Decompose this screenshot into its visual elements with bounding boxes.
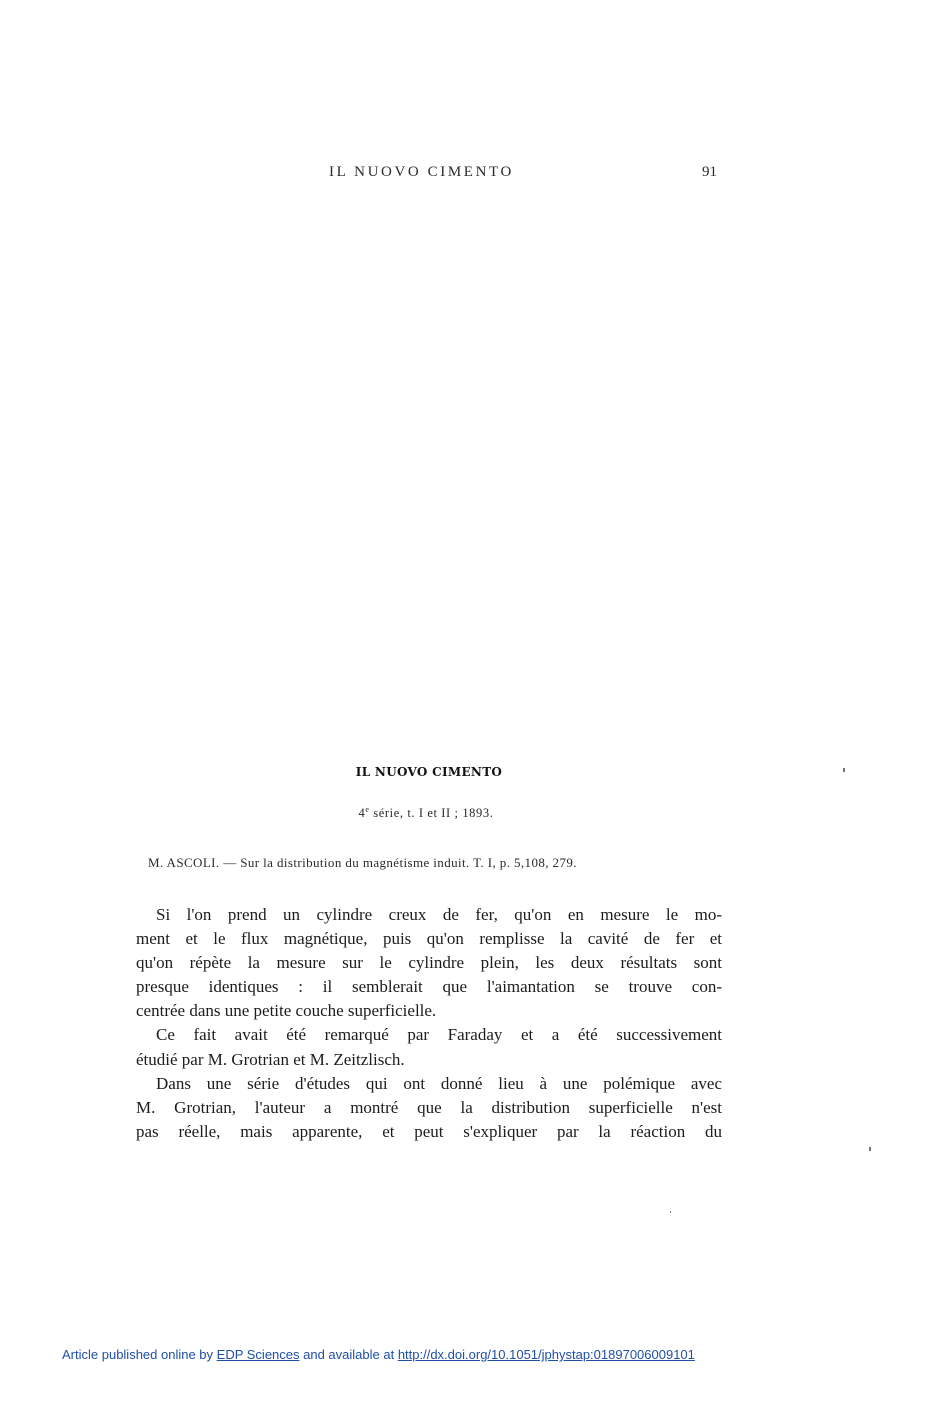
body-line: Si l'on prend un cylindre creux de fer, qu'on en mesure le mo- (156, 905, 722, 924)
body-line: étudié par M. Grotrian et M. Zeitzlisch. (136, 1049, 405, 1069)
article-reference: M. ASCOLI. — Sur la distribution du magnétisme induit. T. I, p. 5,108, 279. (148, 855, 577, 870)
footer-middle: and available at (299, 1347, 398, 1362)
series-superscript: e (365, 805, 370, 814)
section-subtitle (0, 805, 852, 821)
body-line: qu'on répète la mesure sur le cylindre plein, les deux résultats sont (136, 953, 722, 973)
running-title: IL NUOVO CIMENTO (329, 164, 514, 180)
body-line: Ce fait avait été remarqué par Faraday et a été successivement (156, 1025, 722, 1045)
body-line: ment et le flux magnétique, puis qu'on remplisse la cavité de fer et (136, 929, 722, 949)
scan-speck (869, 1147, 871, 1151)
body-line: Dans une série d'études qui ont donné lieu à une polémique avec (156, 1073, 722, 1093)
scan-speck (670, 1211, 671, 1213)
body-line: M. Grotrian, l'auteur a montré que la distribution superficielle n'est (136, 1097, 722, 1117)
series-details: série, t. I et II ; 1893. (369, 806, 494, 821)
edp-sciences-link[interactable]: EDP Sciences (216, 1347, 300, 1362)
doi-link[interactable]: http://dx.doi.org/10.1051/jphystap:01897006009101 (397, 1347, 695, 1362)
publication-footer (62, 1347, 695, 1362)
page-number: 91 (702, 164, 717, 180)
body-line: presque identiques : il semblerait que l'aimantation se trouve con- (136, 977, 722, 997)
series-number: 4 (358, 806, 366, 821)
body-text (136, 903, 722, 1144)
body-line: pas réelle, mais apparente, et peut s'expliquer par la réaction du (136, 1121, 722, 1141)
section-title: IL NUOVO CIMENTO (355, 765, 503, 779)
body-line: centrée dans une petite couche superficielle. (136, 1001, 437, 1021)
scan-speck (843, 768, 845, 772)
footer-prefix: Article published online by (62, 1347, 217, 1362)
